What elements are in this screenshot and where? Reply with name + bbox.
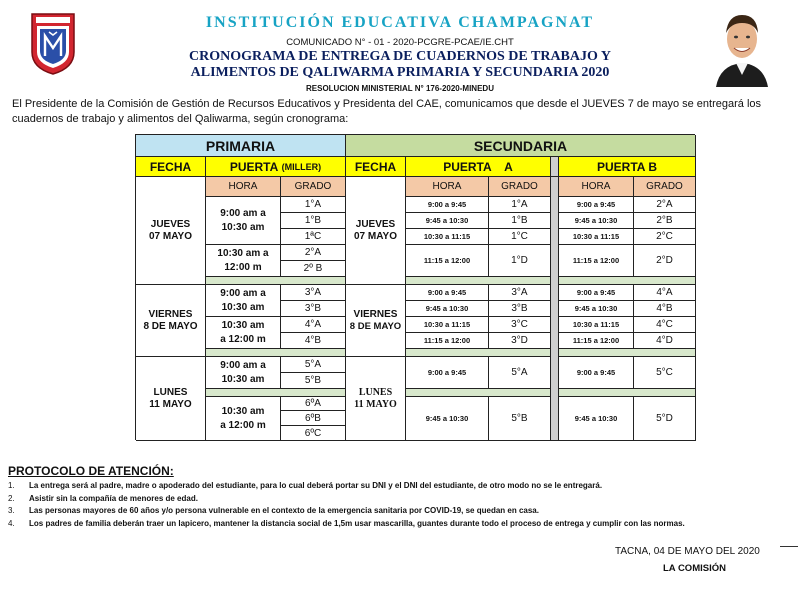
row-separator xyxy=(559,349,696,357)
day-name: LUNES xyxy=(358,386,393,398)
puerta-label: PUERTA xyxy=(229,159,279,174)
founder-portrait xyxy=(712,5,772,87)
secundaria-header: SECUNDARIA xyxy=(346,135,696,157)
day-cell-viernes xyxy=(136,285,206,357)
grade-cell: 2°A xyxy=(281,245,346,261)
time-slot: 10:30 a 11:15 xyxy=(559,317,634,333)
grade-cell: 5°B xyxy=(489,397,551,441)
item-text: Las personas mayores de 60 años y/o persona vulnerable en el contexto de la emergencia sanitaria por COVID-19, se quedan en casa. xyxy=(29,506,539,515)
grade-cell: 2°D xyxy=(634,245,696,277)
item-text: Los padres de familia deberán traer un lapicero, mantener la distancia social de 1,5m usar mascarilla, guantes durante todo el proceso de entrega y cumplir con las normas. xyxy=(29,518,685,528)
day-cell-jueves-sec xyxy=(346,177,406,285)
grado-header-a: GRADO xyxy=(489,177,551,197)
time-slot: 9:45 a 10:30 xyxy=(406,397,489,441)
grade-cell: 1°B xyxy=(489,213,551,229)
protocol-item xyxy=(8,505,798,518)
grade-cell: 4°B xyxy=(634,301,696,317)
item-number: 4. xyxy=(8,518,15,528)
time-end: a 12:00 m xyxy=(220,419,266,431)
grade-cell: 6ºA xyxy=(281,397,346,411)
time-slot xyxy=(206,357,281,389)
hora-header-a: HORA xyxy=(406,177,489,197)
row-separator xyxy=(406,277,551,285)
row-separator xyxy=(206,277,346,285)
grade-cell: 1°D xyxy=(489,245,551,277)
hora-header-b: HORA xyxy=(559,177,634,197)
time-slot: 9:00 a 9:45 xyxy=(559,197,634,213)
time-end: a 12:00 m xyxy=(220,333,266,345)
grade-cell: 4°C xyxy=(634,317,696,333)
time-slot: 11:15 a 12:00 xyxy=(559,333,634,349)
item-text: Asistir sin la compañía de menores de edad. xyxy=(29,493,198,503)
day-date: 07 MAYO xyxy=(149,230,192,242)
grade-cell: 2°A xyxy=(634,197,696,213)
grade-cell: 5°D xyxy=(634,397,696,441)
grade-cell: 6ºC xyxy=(281,426,346,441)
row-separator xyxy=(559,277,696,285)
fecha-header-primaria: FECHA xyxy=(136,157,206,177)
grade-cell: 1°C xyxy=(489,229,551,245)
time-start: 9:00 am a xyxy=(220,207,266,219)
item-text: La entrega será al padre, madre o apoderado del estudiante, para lo cual deberá portar su DNI y el DNI del estudiante, de otro modo no se le entregará. xyxy=(29,481,603,490)
item-number: 2. xyxy=(8,493,15,503)
time-slot: 9:00 a 9:45 xyxy=(406,197,489,213)
day-cell-jueves xyxy=(136,177,206,285)
row-separator xyxy=(206,349,346,357)
time-start: 10:30 am a xyxy=(217,247,269,259)
time-slot: 10:30 a 11:15 xyxy=(559,229,634,245)
time-slot: 9:00 a 9:45 xyxy=(559,285,634,301)
column-gap xyxy=(551,177,559,441)
school-crest-logo xyxy=(30,12,76,76)
day-date: 8 DE MAYO xyxy=(143,320,198,332)
day-date: 11 MAYO xyxy=(354,398,397,410)
time-slot: 11:15 a 12:00 xyxy=(559,245,634,277)
time-slot: 11:15 a 12:00 xyxy=(406,333,489,349)
row-separator xyxy=(206,389,346,397)
grade-cell: 5°A xyxy=(281,357,346,373)
grade-cell: 2º B xyxy=(281,261,346,277)
time-slot: 9:45 a 10:30 xyxy=(559,213,634,229)
column-gap xyxy=(551,157,559,177)
day-cell-lunes-sec xyxy=(346,357,406,441)
row-separator xyxy=(559,389,696,397)
time-slot: 9:00 a 9:45 xyxy=(406,285,489,301)
time-slot: 9:00 a 9:45 xyxy=(559,357,634,389)
document-title xyxy=(150,49,650,81)
time-slot: 9:45 a 10:30 xyxy=(559,397,634,441)
day-cell-lunes xyxy=(136,357,206,441)
grade-cell: 5°A xyxy=(489,357,551,389)
protocol-item xyxy=(8,493,798,506)
grade-cell: 4°D xyxy=(634,333,696,349)
item-number: 3. xyxy=(8,506,15,515)
time-end: 10:30 am xyxy=(221,221,265,233)
row-separator xyxy=(406,389,551,397)
protocol-item xyxy=(8,518,798,531)
grade-cell: 5°C xyxy=(634,357,696,389)
grade-cell: 3°A xyxy=(489,285,551,301)
grade-cell: 3°B xyxy=(281,301,346,317)
time-slot: 9:00 a 9:45 xyxy=(406,357,489,389)
time-end: 10:30 am xyxy=(221,301,265,313)
day-name: JUEVES xyxy=(150,218,191,230)
grade-cell: 3°D xyxy=(489,333,551,349)
puerta-a-header: PUERTA A xyxy=(406,157,551,177)
schedule-table xyxy=(135,134,695,440)
day-name: VIERNES xyxy=(148,308,193,320)
protocol-title: PROTOCOLO DE ATENCIÓN: xyxy=(8,464,174,478)
time-slot: 10:30 a 11:15 xyxy=(406,317,489,333)
time-end: 10:30 am xyxy=(221,373,265,385)
grade-cell: 3°B xyxy=(489,301,551,317)
miller-label: (MILLER) xyxy=(281,161,322,172)
document-title-line2: ALIMENTOS DE QALIWARMA PRIMARIA Y SECUNDARIA 2020 xyxy=(190,65,610,80)
protocol-list xyxy=(8,480,798,530)
time-slot xyxy=(206,397,281,441)
grade-cell: 1ªC xyxy=(281,229,346,245)
day-name: LUNES xyxy=(153,386,188,398)
grade-cell: 4°B xyxy=(281,333,346,349)
institution-name: INSTITUCIÓN EDUCATIVA CHAMPAGNAT xyxy=(205,14,595,31)
day-name: VIERNES xyxy=(353,308,398,320)
grade-cell: 2°C xyxy=(634,229,696,245)
grado-header: GRADO xyxy=(281,177,346,197)
time-slot: 9:45 a 10:30 xyxy=(406,213,489,229)
time-slot: 10:30 a 11:15 xyxy=(406,229,489,245)
time-start: 9:00 am a xyxy=(220,359,266,371)
grade-cell: 1°B xyxy=(281,213,346,229)
time-slot xyxy=(206,317,281,349)
time-start: 9:00 am a xyxy=(220,287,266,299)
grade-cell: 1°A xyxy=(489,197,551,213)
grade-cell: 3°A xyxy=(281,285,346,301)
primaria-header: PRIMARIA xyxy=(136,135,346,157)
intro-paragraph: El Presidente de la Comisión de Gestión de Recursos Educativos y Presidenta del CAE, comunicamos que desde el JUEVES 7 de mayo se entregará los cuadernos de trabajo y alimentos del Qaliwarma, según cronograma: xyxy=(12,98,762,125)
protocol-item xyxy=(8,480,798,493)
grade-cell: 3°C xyxy=(489,317,551,333)
grade-cell: 1°A xyxy=(281,197,346,213)
place-date: TACNA, 04 DE MAYO DEL 2020 xyxy=(615,546,760,557)
time-start: 10:30 am xyxy=(221,319,265,331)
grade-cell: 5°B xyxy=(281,373,346,389)
hora-header: HORA xyxy=(206,177,281,197)
grade-cell: 4°A xyxy=(281,317,346,333)
signature: LA COMISIÓN xyxy=(663,563,726,574)
grado-header-b: GRADO xyxy=(634,177,696,197)
puerta-miller-header xyxy=(206,157,346,177)
day-date: 07 MAYO xyxy=(354,230,397,242)
time-end: 12:00 m xyxy=(224,261,262,273)
grade-cell: 2°B xyxy=(634,213,696,229)
time-slot: 9:45 a 10:30 xyxy=(559,301,634,317)
fecha-header-secundaria: FECHA xyxy=(346,157,406,177)
time-start: 10:30 am xyxy=(221,405,265,417)
time-slot: 11:15 a 12:00 xyxy=(406,245,489,277)
day-date: 11 MAYO xyxy=(149,398,192,410)
time-slot xyxy=(206,285,281,317)
day-date: 8 DE MAYO xyxy=(349,320,402,332)
day-cell-viernes-sec xyxy=(346,285,406,357)
time-slot: 9:45 a 10:30 xyxy=(406,301,489,317)
resolution-reference: RESOLUCION MINISTERIAL N° 176-2020-MINEDU xyxy=(306,84,494,93)
row-separator xyxy=(406,349,551,357)
time-slot xyxy=(206,197,281,245)
puerta-b-header: PUERTA B xyxy=(559,157,696,177)
item-number: 1. xyxy=(8,481,15,490)
communique-number: COMUNICADO N° - 01 - 2020-PCGRE-PCAE/IE.CHT xyxy=(286,37,514,48)
signature-line xyxy=(780,546,798,547)
grade-cell: 4°A xyxy=(634,285,696,301)
document-title-line1: CRONOGRAMA DE ENTREGA DE CUADERNOS DE TRABAJO Y xyxy=(189,49,611,64)
grade-cell: 6ºB xyxy=(281,411,346,426)
day-name: JUEVES xyxy=(355,218,396,230)
time-slot xyxy=(206,245,281,277)
